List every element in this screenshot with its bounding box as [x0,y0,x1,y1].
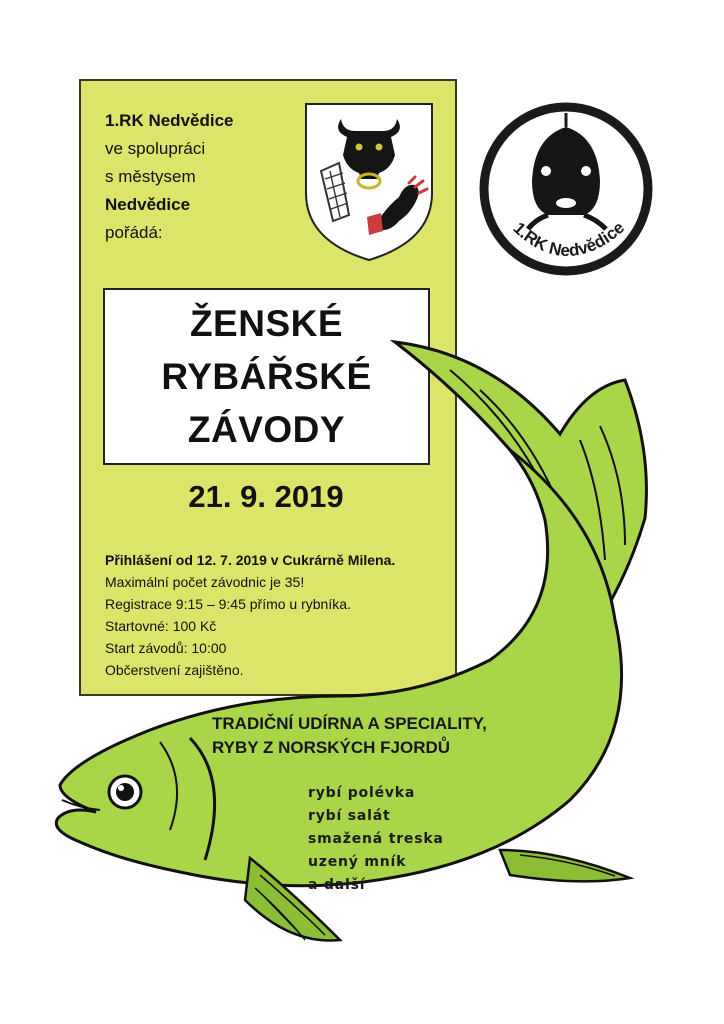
headline-line: TRADIČNÍ UDÍRNA A SPECIALITY, [212,714,487,733]
organizer-town: Nedvědice [105,195,191,214]
organizer-line: s městysem [105,167,196,186]
fish-illustration-icon [40,330,724,1024]
event-date: 21. 9. 2019 [188,479,344,514]
menu-item: rybí polévka [308,785,416,801]
menu-item: a další [308,877,366,893]
club-logo-fish-icon [474,97,658,281]
menu-item: smažená treska [308,831,444,847]
fish-headline [212,712,592,760]
info-start: Start závodů: 10:00 [105,640,227,656]
info-fee: Startovné: 100 Kč [105,618,217,634]
title-line: ZÁVODY [187,409,346,450]
coat-of-arms-icon [303,101,435,263]
info-max: Maximální počet závodnic je 35! [105,574,305,590]
organizer-block [105,107,305,247]
info-refreshments: Občerstvení zajištěno. [105,662,244,678]
title-line: RYBÁŘSKÉ [161,356,372,397]
logo-text: 1.RK Nedvědice [509,217,629,261]
food-menu [308,782,444,897]
headline-line: RYBY Z NORSKÝCH FJORDŮ [212,738,451,757]
menu-item: uzený mník [308,854,407,870]
info-registration: Přihlášení od 12. 7. 2019 v Cukrárně Milena. [105,552,396,568]
organizer-line: pořádá: [105,223,163,242]
menu-item: rybí salát [308,808,391,824]
organizer-line: ve spolupráci [105,139,206,158]
organizer-name: 1.RK Nedvědice [105,111,234,130]
info-checkin: Registrace 9:15 – 9:45 přímo u rybníka. [105,596,351,612]
title-line: ŽENSKÉ [189,303,344,344]
